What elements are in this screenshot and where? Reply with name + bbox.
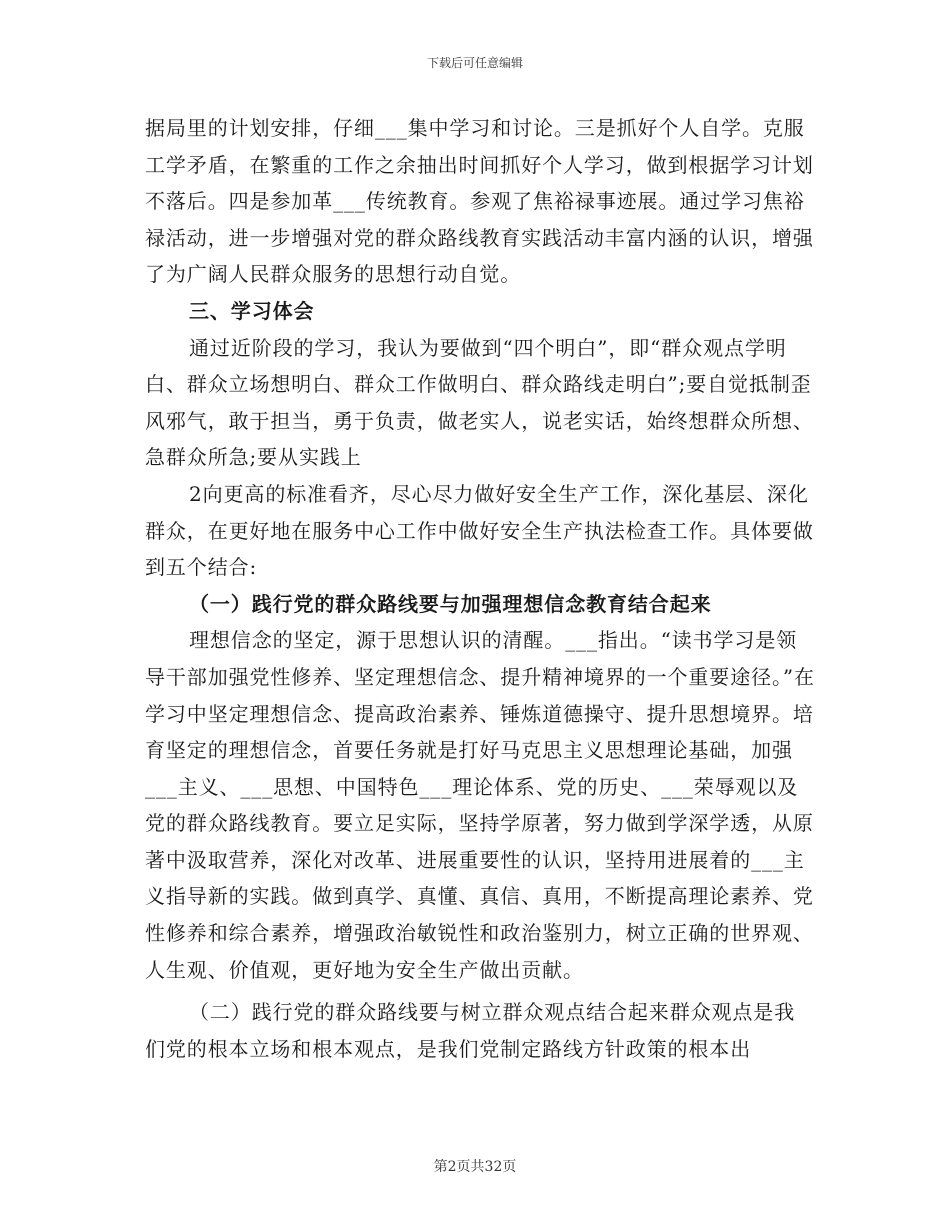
paragraph-higher-standards: 2向更高的标准看齐，尽心尽力做好安全生产工作，深化基层、深化群众，在更好地在服务中心工作中做好安全生产执法检查工作。具体要做到五个结合: bbox=[145, 481, 814, 580]
paragraph-study-arrangements: 据局里的计划安排，仔细___集中学习和讨论。三是抓好个人自学。克服工学矛盾，在繁重的工作之余抽出时间抓好个人学习，做到根据学习计划不落后。四是参加革___传统教育。参观了焦裕禄事迹展。通过学习焦裕禄活动，进一步增强对党的群众路线教育实践活动丰富内涵的认识，增强了为广阔人民群众服务的思想行动自觉。 bbox=[145, 116, 814, 287]
section-heading-study-experience: 三、学习体会 bbox=[189, 298, 315, 323]
page-header: 下载后可任意编辑 bbox=[426, 56, 523, 70]
paragraph-four-understandings: 通过近阶段的学习，我认为要做到“四个明白”，即“群众观点学明白、群众立场想明白、群众工作做明白、群众路线走明白”;要自觉抵制歪风邪气，敢于担当，勇于负责，做老实人，说老实话，始终想群众所想、急群众所急;要从实践上 bbox=[145, 335, 814, 470]
paragraph-ideals-beliefs: 理想信念的坚定，源于思想认识的清醒。___指出。“读书学习是领导干部加强党性修养、坚定理想信念、提升精神境界的一个重要途径。”在学习中坚定理想信念、提高政治素养、锤炼道德操守、提升思想境界。培育坚定的理想信念，首要任务就是打好马克思主义思想理论基础，加强___主义、___思想、中国特色___理论体系、党的历史、___荣辱观以及党的群众路线教育。要立足实际，坚持学原著，努力做到学深学透，从原著中汲取营养，深化对改革、进展重要性的认识，坚持用进展着的___主义指导新的实践。做到真学、真懂、真信、真用，不断提高理论素养、党性修养和综合素养，增强政治敏锐性和政治鉴别力，树立正确的世界观、人生观、价值观，更好地为安全生产做出贡献。 bbox=[145, 628, 815, 982]
subheading-ideals-beliefs: （一）践行党的群众路线要与加强理想信念教育结合起来 bbox=[189, 591, 712, 616]
paragraph-mass-viewpoint: （二）践行党的群众路线要与树立群众观点结合起来群众观点是我们党的根本立场和根本观点，是我们党制定路线方针政策的根本出 bbox=[145, 1000, 796, 1061]
page-number: 第2页共32页 bbox=[433, 1159, 517, 1175]
document-body bbox=[145, 110, 815, 1067]
